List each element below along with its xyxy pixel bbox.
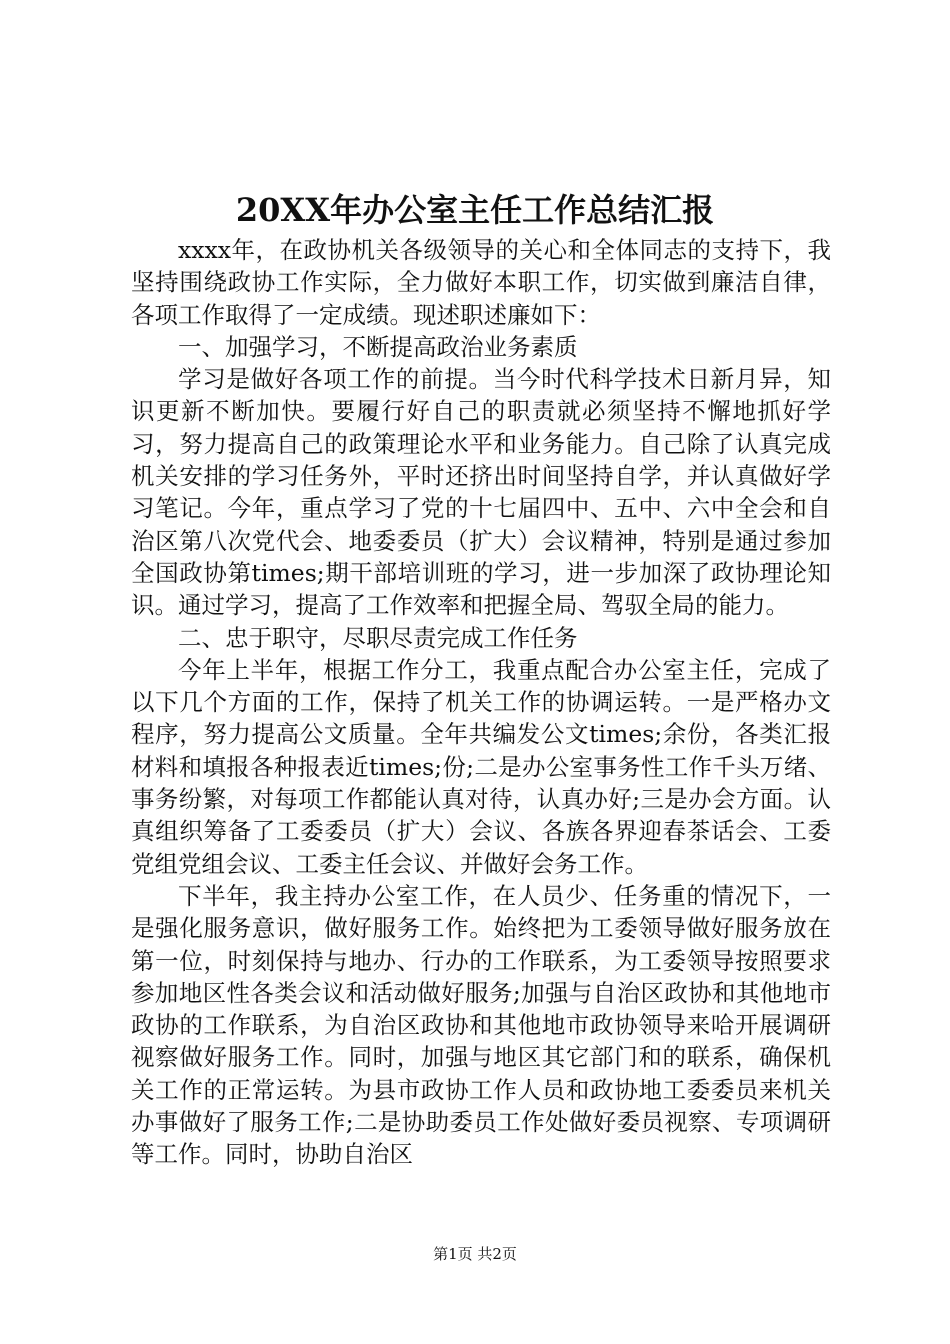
document-body [131,234,831,1171]
document-title: 20XX年办公室主任工作总结汇报 [235,191,715,229]
section-heading-1: 一、加强学习，不断提高政治业务素质 [178,332,578,361]
page-footer: 第1页 共2页 [433,1245,517,1263]
paragraph-study: 学习是做好各项工作的前提。当今时代科学技术日新月异，知识更新不断加快。要履行好自己的职责就必须坚持不懈地抓好学习，努力提高自己的政策理论水平和业务能力。自己除了认真完成机关安排的学习任务外，平时还挤出时间坚持自学，并认真做好学习笔记。今年，重点学习了党的十七届四中、五中、六中全会和自治区第八次党代会、地委委员（扩大）会议精神，特别是通过参加全国政协第times;期干部培训班的学习，进一步加深了政协理论知识。通过学习，提高了工作效率和把握全局、驾驭全局的能力。 [131,365,831,620]
paragraph-second-half: 下半年，我主持办公室工作，在人员少、任务重的情况下，一是强化服务意识，做好服务工作。始终把为工委领导做好服务放在第一位，时刻保持与地办、行办的工作联系，为工委领导按照要求参加地区性各类会议和活动做好服务;加强与自治区政协和其他地市政协的工作联系，为自治区政协和其他地市政协领导来哈开展调研视察做好服务工作。同时，加强与地区其它部门和的联系，确保机关工作的正常运转。为县市政协工作人员和政协地工委委员来机关办事做好了服务工作;二是协助委员工作处做好委员视察、专项调研等工作。同时，协助自治区 [131,881,831,1169]
section-heading-2: 二、忠于职守，尽职尽责完成工作任务 [178,623,578,652]
paragraph-first-half: 今年上半年，根据工作分工，我重点配合办公室主任，完成了以下几个方面的工作，保持了机关工作的协调运转。一是严格办文程序，努力提高公文质量。全年共编发公文times;余份，各类汇报材料和填报各种报表近times;份;二是办公室事务性工作千头万绪、事务纷繁，对每项工作都能认真对待，认真办好;三是办会方面。认真组织筹备了工委委员（扩大）会议、各族各界迎春茶话会、工委党组党组会议、工委主任会议、并做好会务工作。 [131,655,831,878]
paragraph-intro: xxxx年，在政协机关各级领导的关心和全体同志的支持下，我坚持围绕政协工作实际，全力做好本职工作，切实做到廉洁自律，各项工作取得了一定成绩。现述职述廉如下： [131,236,831,329]
